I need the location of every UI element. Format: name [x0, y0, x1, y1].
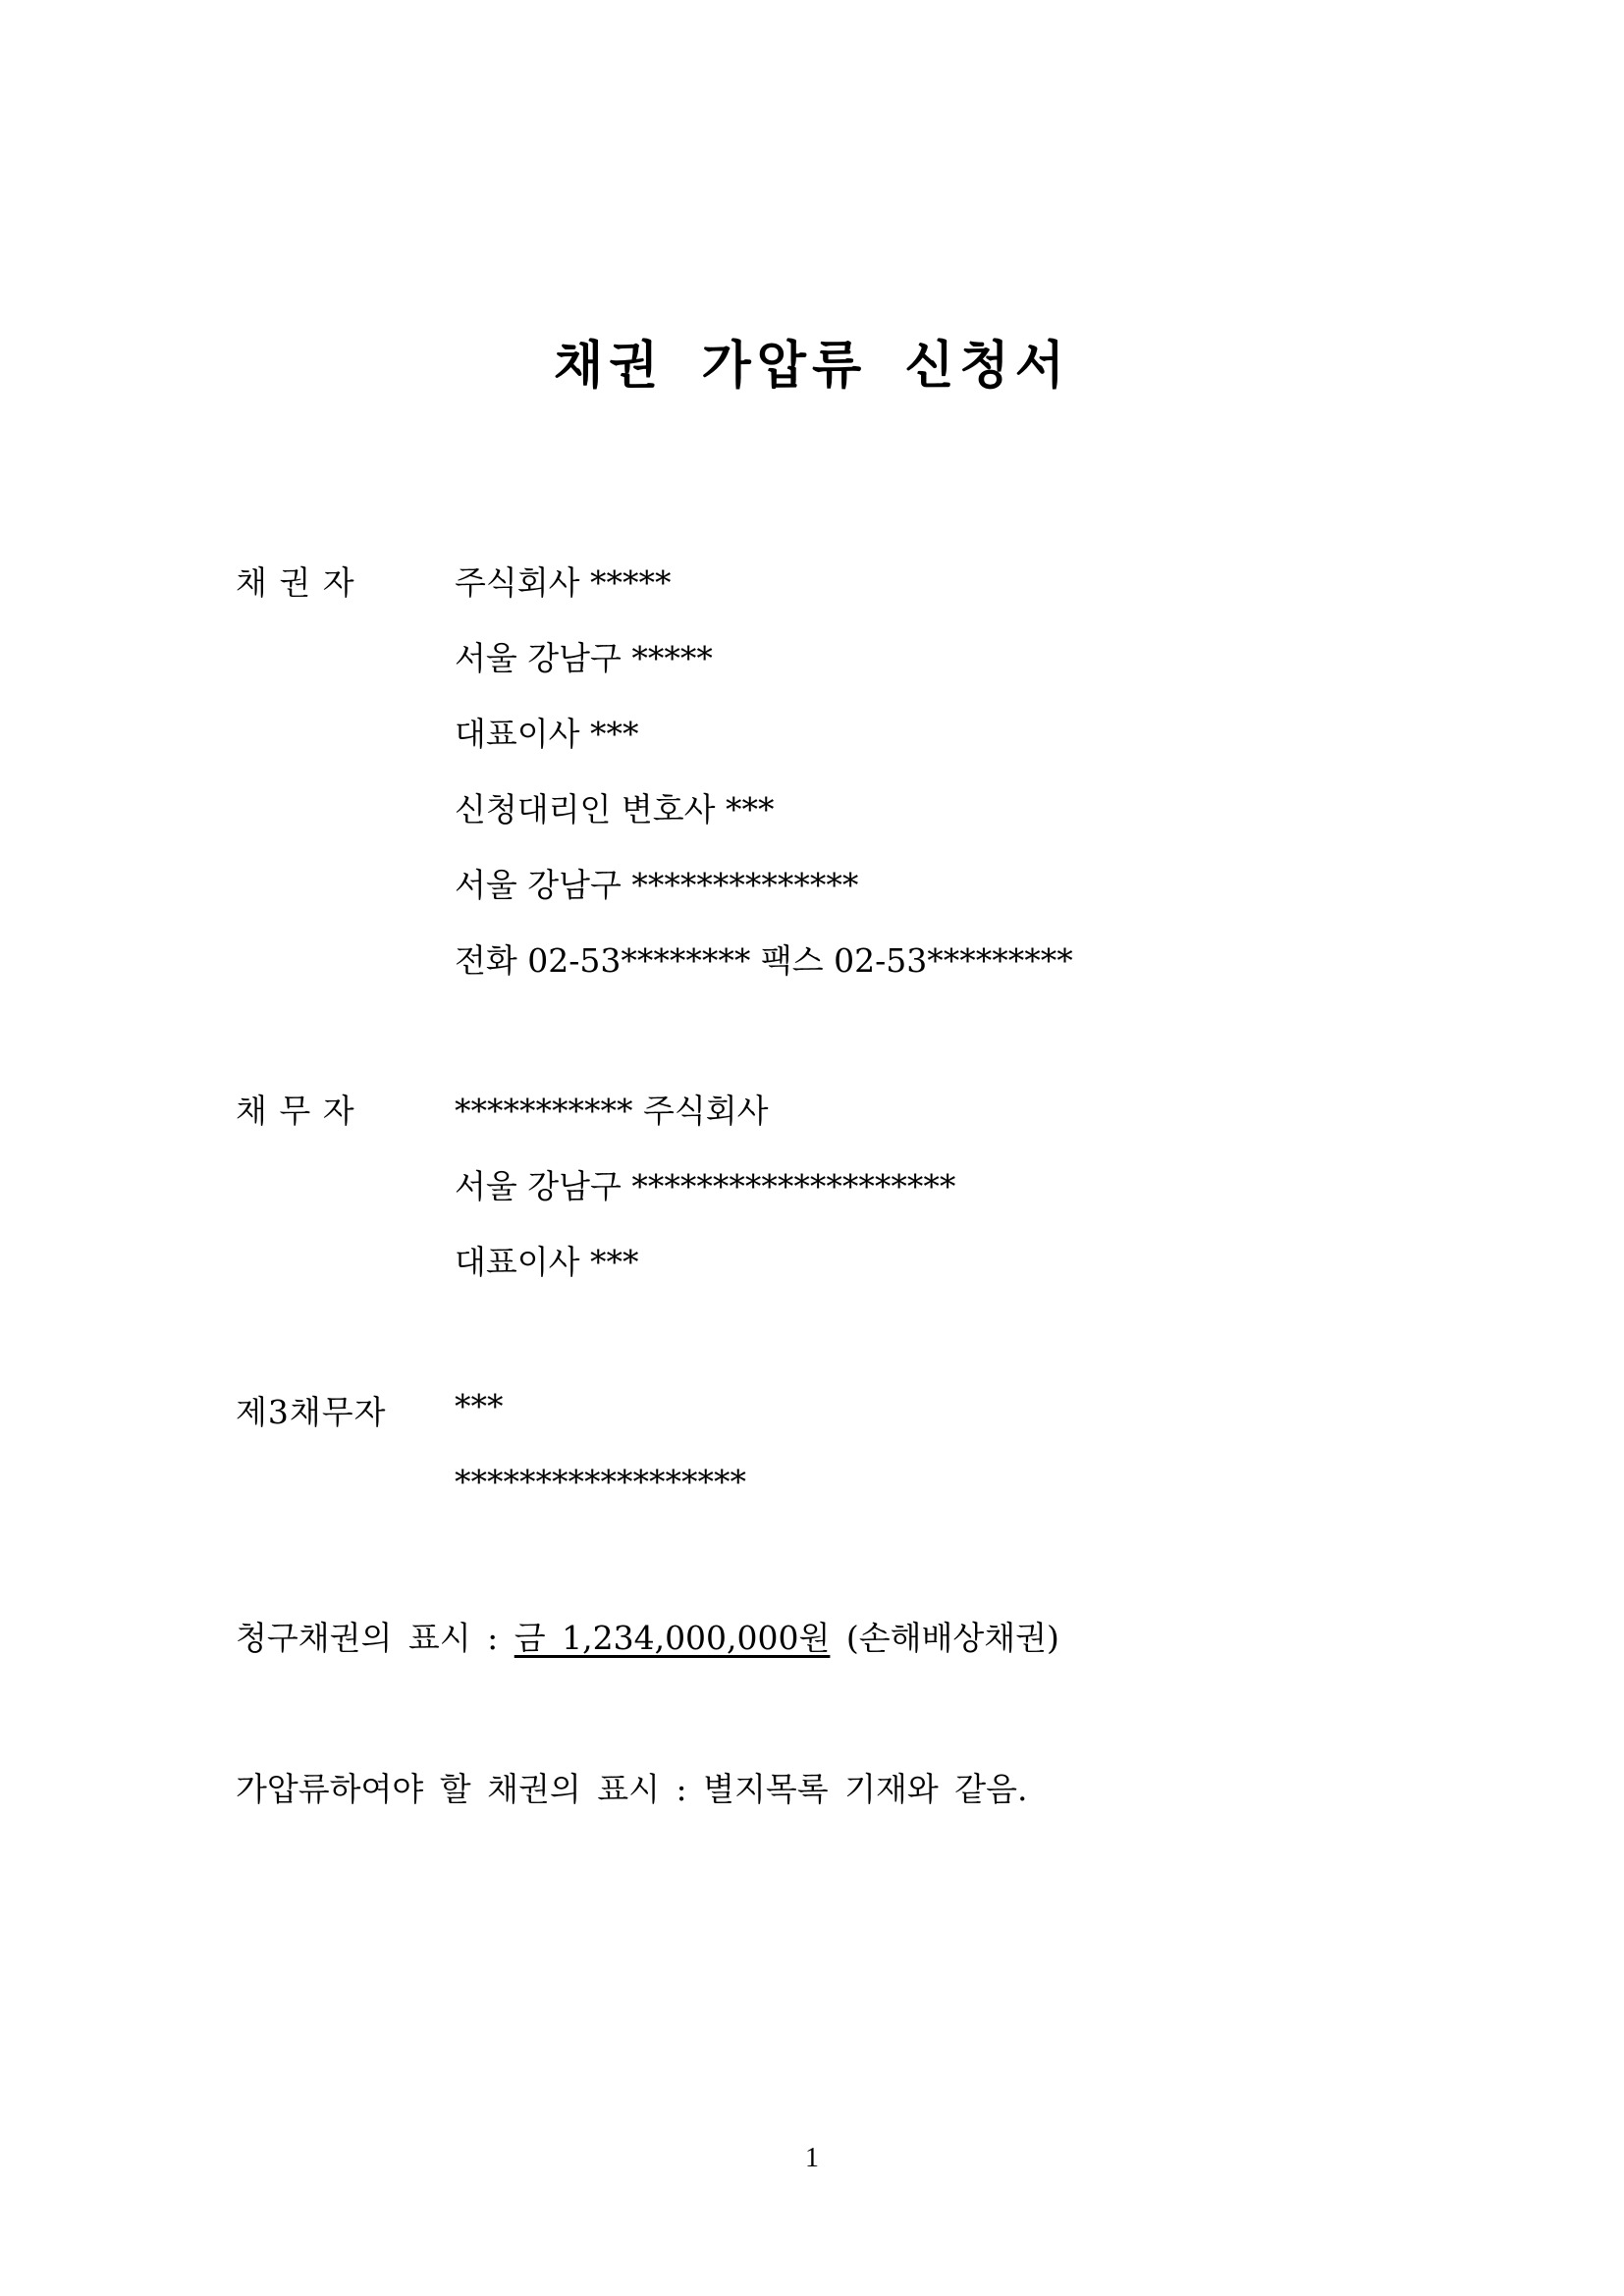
- debtor-name: *********** 주식회사: [455, 1092, 769, 1130]
- claim-statement: [236, 1613, 1059, 1659]
- claim-amount: 금 1,234,000,000원: [514, 1619, 831, 1657]
- seizure-statement: 가압류하여야 할 채권의 표시 : 별지목록 기재와 같음.: [236, 1770, 1028, 1808]
- claim-prefix: 청구채권의 표시 :: [236, 1619, 514, 1657]
- attorney-contact: 전화 02-53******** 팩스 02-53*********: [455, 941, 1073, 980]
- document-title: 채권 가압류 신청서: [553, 337, 1071, 396]
- page-number: 1: [805, 2143, 819, 2173]
- attorney-address: 서울 강남구 **************: [455, 866, 859, 904]
- debtor-address: 서울 강남구 ********************: [455, 1167, 956, 1205]
- debtor-representative: 대표이사 ***: [455, 1243, 639, 1281]
- creditor-attorney: 신청대리인 변호사 ***: [455, 790, 775, 828]
- creditor-name: 주식회사 *****: [455, 563, 672, 602]
- third-debtor-label: 제3채무자: [236, 1393, 387, 1431]
- creditor-representative: 대표이사 ***: [455, 715, 639, 753]
- third-debtor-address: ******************: [455, 1463, 746, 1501]
- creditor-address: 서울 강남구 *****: [455, 639, 713, 677]
- debtor-label: 채 무 자: [236, 1092, 355, 1130]
- creditor-label: 채 권 자: [236, 563, 355, 602]
- third-debtor-name: ***: [455, 1387, 504, 1425]
- claim-type: (손해배상채권): [830, 1619, 1059, 1657]
